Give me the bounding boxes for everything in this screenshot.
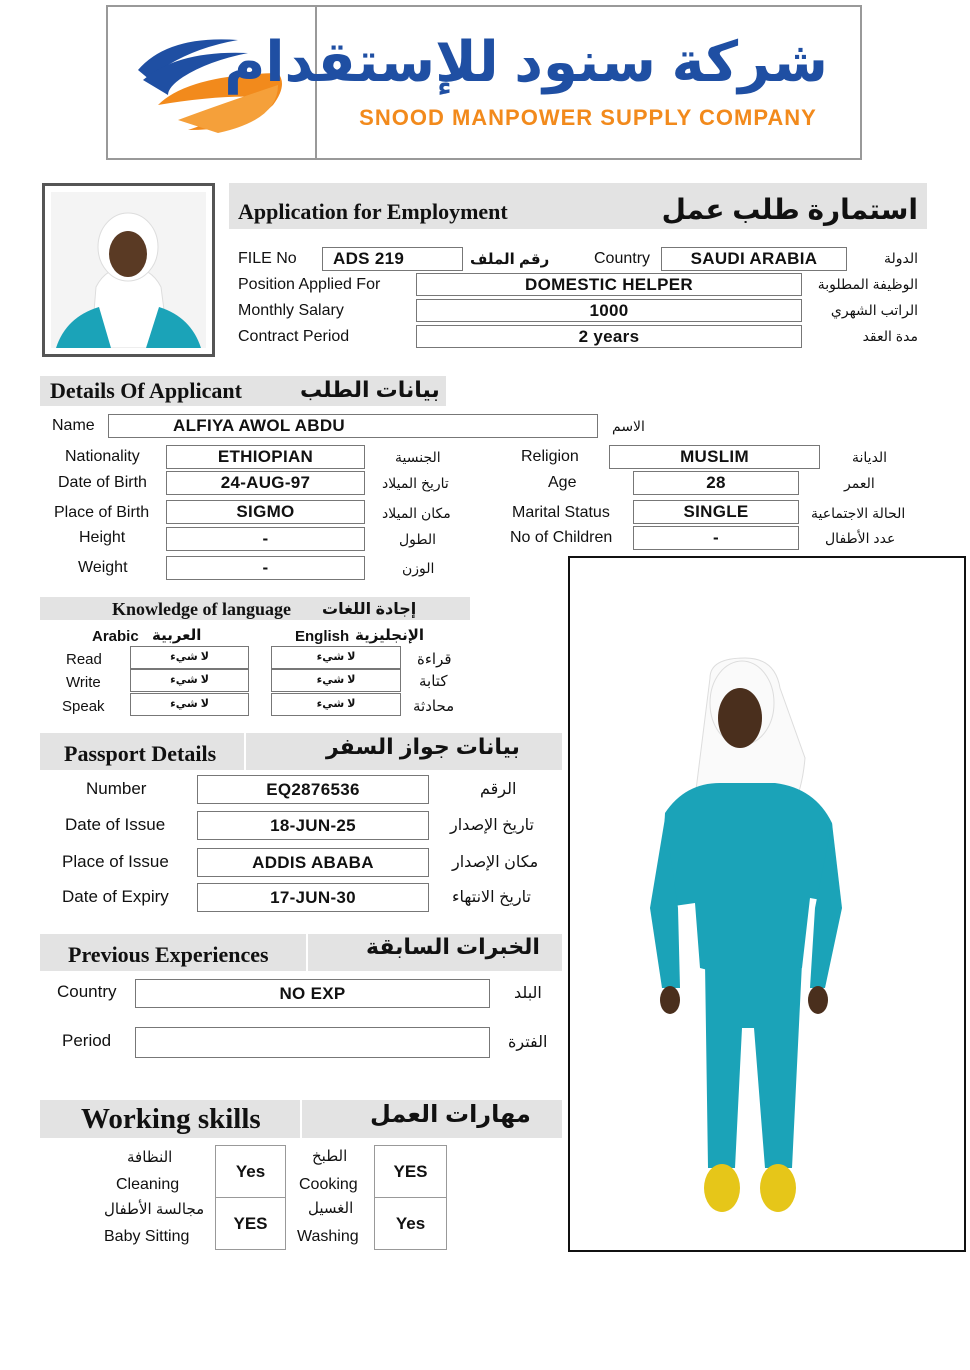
arabic-speak-box: لا شيء xyxy=(130,693,249,716)
washing-label: Washing xyxy=(297,1228,359,1245)
cleaning-value-box: Yes xyxy=(215,1145,286,1198)
file-no-label-ar: رقم الملف xyxy=(470,251,550,268)
cooking-label-ar: الطبخ xyxy=(312,1148,348,1165)
babysitting-label: Baby Sitting xyxy=(104,1228,190,1245)
arabic-read-box: لا شيء xyxy=(130,646,249,669)
language-title-en: Knowledge of language xyxy=(112,599,292,619)
marital-label: Marital Status xyxy=(512,504,610,521)
company-name-en: SNOOD MANPOWER SUPPLY COMPANY xyxy=(359,105,817,130)
file-no-label: FILE No xyxy=(238,250,297,267)
skills-title-ar: مهارات العمل xyxy=(370,1101,531,1128)
issue-date-label: Date of Issue xyxy=(65,815,166,834)
english-speak-box: لا شيء xyxy=(271,693,401,716)
religion-label-ar: الديانة xyxy=(852,449,888,465)
religion-field: MUSLIM xyxy=(609,445,820,469)
english-label: English xyxy=(295,628,350,645)
height-field: - xyxy=(166,527,365,551)
issue-place-field: ADDIS ABABA xyxy=(197,848,429,877)
exp-country-field: NO EXP xyxy=(135,979,490,1008)
name-label-ar: الاسم xyxy=(612,418,645,434)
cleaning-label: Cleaning xyxy=(116,1176,180,1193)
position-field: DOMESTIC HELPER xyxy=(416,273,802,296)
details-title-en: Details Of Applicant xyxy=(50,378,242,403)
washing-label-ar: الغسيل xyxy=(308,1200,354,1217)
pob-field: SIGMO xyxy=(166,500,365,524)
children-label-ar: عدد الأطفال xyxy=(825,530,896,546)
experience-band-divider xyxy=(306,934,308,971)
speak-label-ar: محادثة xyxy=(413,698,455,715)
passport-number-field: EQ2876536 xyxy=(197,775,429,804)
read-label-ar: قراءة xyxy=(417,651,452,668)
write-label: Write xyxy=(66,674,101,691)
speak-label: Speak xyxy=(62,698,105,715)
passport-number-label: Number xyxy=(86,779,147,798)
contract-field: 2 years xyxy=(416,325,802,348)
header-logo-frame xyxy=(106,5,862,160)
english-write-box: لا شيء xyxy=(271,669,401,692)
country-label: Country xyxy=(594,250,651,267)
weight-label: Weight xyxy=(78,559,128,576)
children-field: - xyxy=(633,526,799,550)
exp-country-label-ar: البلد xyxy=(514,985,542,1002)
salary-label-ar: الراتب الشهري xyxy=(830,302,918,318)
age-label-ar: العمر xyxy=(844,475,875,491)
applicant-photo-full xyxy=(568,556,966,1252)
issue-date-field: 18-JUN-25 xyxy=(197,811,429,840)
expiry-field: 17-JUN-30 xyxy=(197,883,429,912)
height-label-ar: الطول xyxy=(399,531,437,547)
nationality-label-ar: الجنسية xyxy=(395,449,441,465)
skills-title-en: Working skills xyxy=(81,1103,261,1135)
arabic-label: Arabic xyxy=(92,628,139,645)
weight-label-ar: الوزن xyxy=(402,560,435,576)
salary-field: 1000 xyxy=(416,299,802,322)
salary-label: Monthly Salary xyxy=(238,302,344,319)
contract-label: Contract Period xyxy=(238,328,350,345)
exp-period-label: Period xyxy=(62,1031,112,1050)
issue-date-label-ar: تاريخ الإصدار xyxy=(450,817,535,834)
babysitting-label-ar: مجالسة الأطفال xyxy=(104,1201,205,1218)
english-label-ar: الإنجليزية xyxy=(355,627,425,644)
experience-title-ar: الخبرات السابقة xyxy=(366,934,540,959)
passport-band-divider xyxy=(244,733,246,770)
contract-label-ar: مدة العقد xyxy=(862,328,918,344)
exp-period-field xyxy=(135,1027,490,1058)
country-label-ar: الدولة xyxy=(883,250,918,266)
language-title-ar: إجادة اللغات xyxy=(322,601,417,618)
arabic-label-ar: العربية xyxy=(152,627,202,644)
application-title-ar: استمارة طلب عمل xyxy=(661,194,918,225)
passport-title-ar: بيانات جواز السفر xyxy=(326,734,520,759)
country-field: SAUDI ARABIA xyxy=(661,247,847,271)
position-label: Position Applied For xyxy=(238,276,381,293)
name-label: Name xyxy=(52,417,95,434)
issue-place-label-ar: مكان الإصدار xyxy=(452,854,539,871)
expiry-label-ar: تاريخ الانتهاء xyxy=(452,889,531,906)
babysitting-value-box: YES xyxy=(215,1197,286,1250)
details-title-ar: بيانات الطلب xyxy=(300,377,440,402)
dob-label-ar: تاريخ الميلاد xyxy=(382,475,449,491)
cooking-label: Cooking xyxy=(299,1176,358,1193)
read-label: Read xyxy=(66,651,102,668)
religion-label: Religion xyxy=(521,448,579,465)
expiry-label: Date of Expiry xyxy=(62,887,169,906)
pob-label-ar: مكان الميلاد xyxy=(382,505,451,521)
marital-field: SINGLE xyxy=(633,500,799,524)
passport-number-label-ar: الرقم xyxy=(480,781,517,798)
age-label: Age xyxy=(548,474,577,491)
children-label: No of Children xyxy=(510,529,613,546)
arabic-write-box: لا شيء xyxy=(130,669,249,692)
application-title-en: Application for Employment xyxy=(238,199,508,224)
nationality-field: ETHIOPIAN xyxy=(166,445,365,469)
issue-place-label: Place of Issue xyxy=(62,852,169,871)
name-field: ALFIYA AWOL ABDU xyxy=(108,414,598,438)
washing-value-box: Yes xyxy=(374,1197,447,1250)
passport-title-en: Passport Details xyxy=(64,741,217,766)
applicant-photo-small xyxy=(42,183,215,357)
nationality-label: Nationality xyxy=(65,448,140,465)
company-name-ar: شركة سنود للإستقدام xyxy=(224,30,828,93)
file-no-field: ADS 219 xyxy=(322,247,463,271)
write-label-ar: كتابة xyxy=(419,673,448,690)
cleaning-label-ar: النظافة xyxy=(127,1149,173,1166)
position-label-ar: الوظيفة المطلوبة xyxy=(817,276,918,292)
dob-label: Date of Birth xyxy=(58,474,147,491)
pob-label: Place of Birth xyxy=(54,504,150,521)
marital-label-ar: الحالة الاجتماعية xyxy=(811,505,906,521)
dob-field: 24-AUG-97 xyxy=(166,471,365,495)
weight-field: - xyxy=(166,556,365,580)
cooking-value-box: YES xyxy=(374,1145,447,1198)
exp-country-label: Country xyxy=(57,982,117,1001)
age-field: 28 xyxy=(633,471,799,495)
skills-band-divider xyxy=(300,1100,302,1138)
height-label: Height xyxy=(79,529,126,546)
exp-period-label-ar: الفترة xyxy=(508,1034,548,1051)
experience-title-en: Previous Experiences xyxy=(68,942,269,967)
english-read-box: لا شيء xyxy=(271,646,401,669)
